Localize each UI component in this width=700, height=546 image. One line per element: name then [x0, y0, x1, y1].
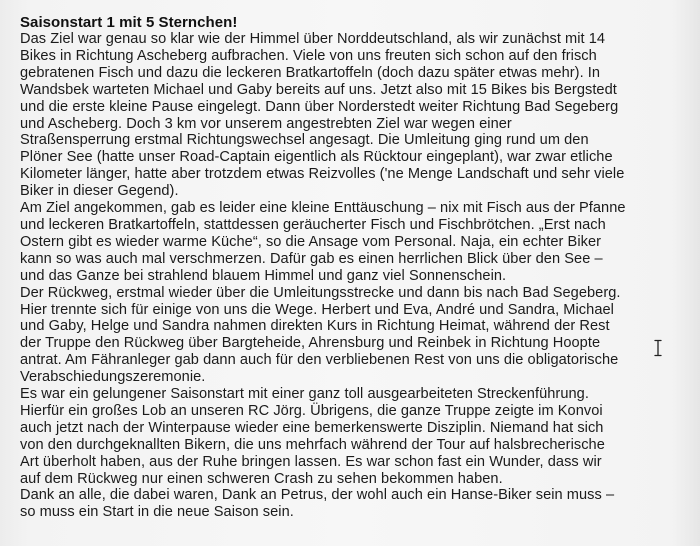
text-line: kann so was auch mal verschmerzen. Dafür gab es einen herrlichen Blick über den See –: [20, 250, 603, 267]
text-line: auch jetzt nach der Winterpause wieder eine bemerkenswerte Disziplin. Niemand hat sich: [20, 419, 604, 436]
text-line: Bikes in Richtung Ascheberg aufbrachen. Viele von uns freuten sich schon auf den frisch: [20, 47, 597, 64]
text-line: Kilometer länger, hatte aber trotzdem etwas Reizvolles ('ne Menge Landschaft und sehr viele: [20, 166, 625, 183]
text-line: so muss ein Start in die neue Saison sein.: [20, 504, 294, 521]
text-line: Wandsbek warteten Michael und Gaby bereits auf uns. Jetzt also mit 15 Bikes bis Bergstedt: [20, 81, 617, 98]
text-line: antrat. Am Fähranleger gab dann auch für den verbliebenen Rest von uns die obligatorische: [20, 352, 619, 369]
paragraph: [20, 487, 680, 521]
text-line: Straßensperrung erstmal Richtungswechsel angesagt. Die Umleitung ging rund um den: [20, 132, 589, 149]
paragraph: [20, 200, 680, 285]
document-title: Saisonstart 1 mit 5 Sternchen!: [20, 14, 238, 31]
text-line: Art überholt haben, aus der Ruhe bringen lassen. Es war schon fast ein Wunder, dass wir: [20, 453, 602, 470]
paragraph: [20, 386, 680, 487]
text-line: und Gaby, Helge und Sandra nahmen direkten Kurs in Richtung Heimat, während der Rest: [20, 318, 610, 335]
document-paragraphs: [20, 31, 680, 521]
paragraph: [20, 285, 680, 386]
text-line: Hierfür ein großes Lob an unseren RC Jörg. Übrigens, die ganze Truppe zeigte im Konvoi: [20, 402, 603, 419]
text-line: der Truppe den Rückweg über Bargteheide, Ahrensburg und Reinbek in Richtung Hoopte: [20, 335, 601, 352]
text-line: Der Rückweg, erstmal wieder über die Umleitungsstrecke und dann bis nach Bad Segeberg.: [20, 284, 621, 301]
text-line: Ostern gibt es wieder warme Küche“, so die Ansage vom Personal. Naja, ein echter Biker: [20, 233, 602, 250]
text-line: Biker in dieser Gegend).: [20, 183, 179, 200]
text-line: auf dem Rückweg nur einen schweren Crash zu sehen bekommen haben.: [20, 470, 503, 487]
text-line: gebratenen Fisch und dazu die leckeren Bratkartoffeln (doch dazu später etwas mehr). In: [20, 64, 601, 81]
text-line: und leckeren Bratkartoffeln, stattdessen geräucherter Fisch und Fischbrötchen. „Erst nach: [20, 216, 606, 233]
text-line: Dank an alle, die dabei waren, Dank an Petrus, der wohl auch ein Hanse-Biker sein muss –: [20, 487, 615, 504]
text-line: und das Ganze bei strahlend blauem Himmel und ganz viel Sonnenschein.: [20, 267, 507, 284]
text-line: Plöner See (hatte unser Road-Captain eigentlich als Rücktour eingeplant), war zwar etliche: [20, 149, 613, 166]
text-line: Am Ziel angekommen, gab es leider eine kleine Enttäuschung – nix mit Fisch aus der Pfanne: [20, 200, 626, 217]
text-line: und die erste kleine Pause eingelegt. Dann über Norderstedt weiter Richtung Bad Segeberg: [20, 98, 619, 115]
text-line: und Ascheberg. Doch 3 km vor unserem angestrebten Ziel war wegen einer: [20, 115, 512, 132]
text-line: Es war ein gelungener Saisonstart mit einer ganz toll ausgearbeiteten Streckenführung.: [20, 386, 589, 403]
text-line: Hier trennte sich für einige von uns die Wege. Herbert und Eva, André und Sandra, Michael: [20, 301, 614, 318]
text-line: Verabschiedungszeremonie.: [20, 369, 206, 386]
document-body[interactable]: [20, 14, 680, 521]
paragraph: [20, 31, 680, 200]
text-line: Das Ziel war genau so klar wie der Himmel über Norddeutschland, als wir zunächst mit 14: [20, 31, 606, 47]
text-cursor-icon: [653, 339, 663, 357]
text-line: von den durchgeknallten Bikern, die uns mehrfach während der Tour auf halsbrecherische: [20, 436, 605, 453]
